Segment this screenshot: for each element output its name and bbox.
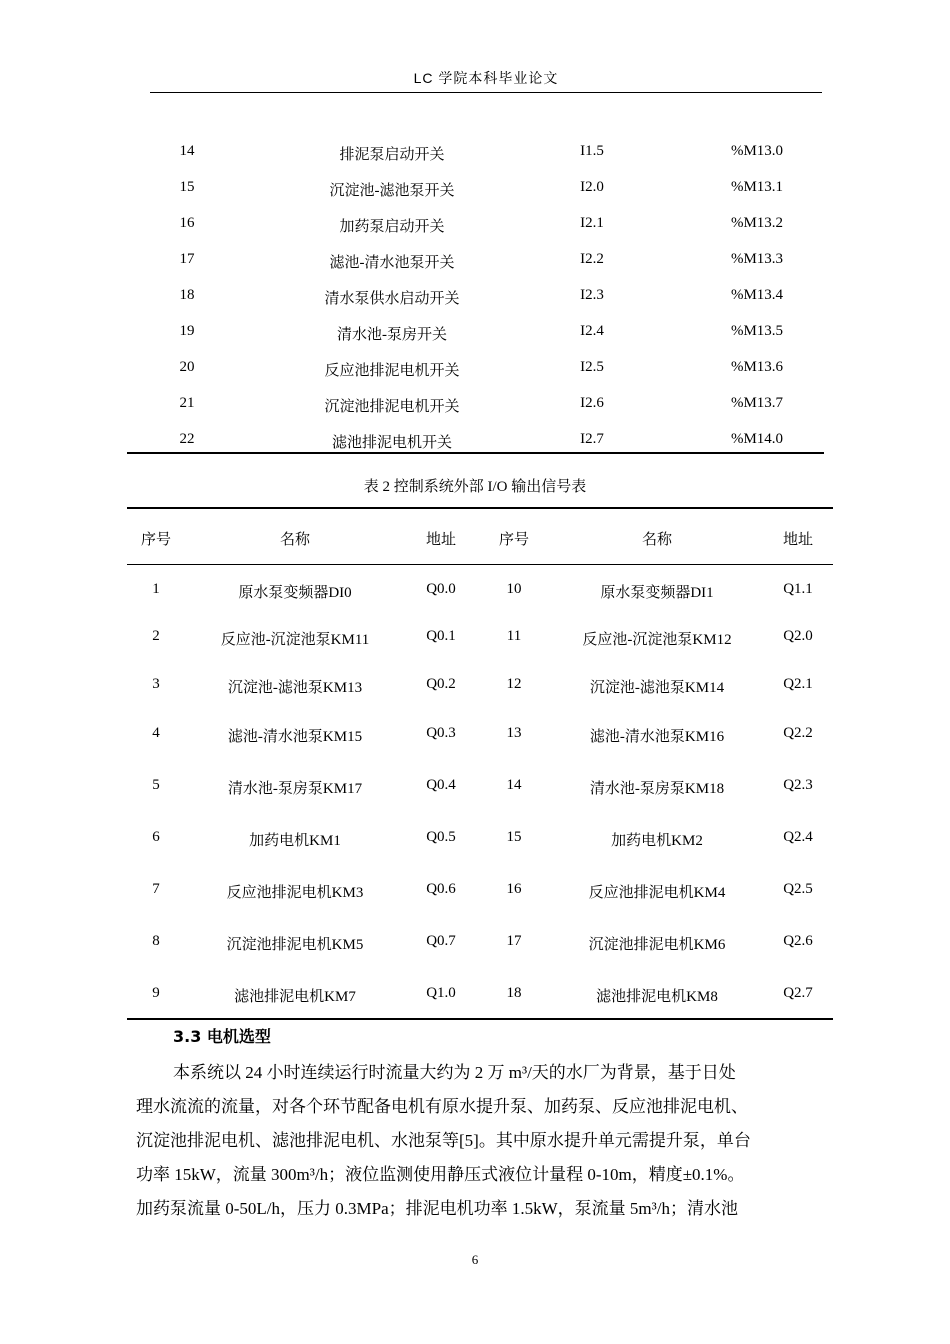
cell-name-2: 滤池排泥电机KM8 [596, 989, 718, 1005]
row-input-address: I2.1 [580, 215, 604, 231]
row-input-address: I2.5 [580, 359, 604, 375]
paragraph-line: 功率 15kW，流量 300m³/h；液位监测使用静压式液位计量程 0-10m，精度±0.1%。 [136, 1165, 745, 1184]
cell-no-1: 6 [152, 829, 160, 845]
row-number: 21 [179, 395, 195, 411]
cell-no-2: 10 [506, 581, 522, 597]
row-memory-address: %M13.0 [730, 143, 784, 159]
table-row [127, 350, 824, 386]
row-name: 清水池-泵房开关 [337, 327, 447, 343]
row-name: 加药泵启动开关 [339, 219, 445, 235]
row-number: 16 [179, 215, 195, 231]
cell-address-1: Q1.0 [426, 985, 456, 1001]
table2-header-rule [127, 564, 833, 565]
cell-no-1: 2 [152, 628, 160, 644]
table1-bottom-rule [127, 452, 824, 454]
cell-no-2: 12 [506, 676, 522, 692]
section-title: 3.3 电机选型 [173, 1027, 271, 1046]
row-name: 反应池排泥电机开关 [324, 363, 460, 379]
row-name: 清水泵供水启动开关 [324, 291, 460, 307]
cell-name-1: 沉淀池排泥电机KM5 [226, 937, 364, 953]
header-no-1: 序号 [140, 532, 171, 548]
row-number: 18 [179, 287, 195, 303]
cell-address-2: Q1.1 [783, 581, 813, 597]
row-name: 排泥泵启动开关 [339, 147, 445, 163]
cell-no-2: 17 [506, 933, 522, 949]
cell-name-2: 加药电机KM2 [611, 833, 703, 849]
row-name: 沉淀池排泥电机开关 [324, 399, 460, 415]
table-row [127, 206, 824, 242]
cell-no-1: 8 [152, 933, 160, 949]
cell-address-2: Q2.1 [783, 676, 813, 692]
cell-no-2: 14 [506, 777, 522, 793]
cell-no-2: 18 [506, 985, 522, 1001]
table2-header-row [127, 528, 833, 550]
cell-address-2: Q2.7 [783, 985, 813, 1001]
cell-name-2: 沉淀池排泥电机KM6 [588, 937, 726, 953]
cell-name-1: 反应池-沉淀池泵KM11 [220, 632, 370, 648]
table-row [127, 278, 824, 314]
table-row [127, 777, 833, 799]
cell-no-2: 11 [506, 628, 522, 644]
row-number: 14 [179, 143, 195, 159]
row-number: 22 [179, 431, 195, 447]
table2-top-rule [127, 507, 833, 509]
cell-address-2: Q2.6 [783, 933, 813, 949]
cell-address-2: Q2.5 [783, 881, 813, 897]
row-input-address: I2.0 [580, 179, 604, 195]
row-number: 15 [179, 179, 195, 195]
row-memory-address: %M13.6 [730, 359, 784, 375]
table-row [127, 628, 833, 650]
cell-address-1: Q0.6 [426, 881, 456, 897]
cell-name-1: 沉淀池-滤池泵KM13 [227, 680, 363, 696]
cell-address-2: Q2.2 [783, 725, 813, 741]
cell-address-1: Q0.2 [426, 676, 456, 692]
cell-no-1: 7 [152, 881, 160, 897]
cell-no-1: 9 [152, 985, 160, 1001]
cell-name-2: 清水池-泵房泵KM18 [589, 781, 725, 797]
table-row [127, 134, 824, 170]
header-address-2: 地址 [782, 532, 813, 548]
row-memory-address: %M13.3 [730, 251, 784, 267]
table-row [127, 314, 824, 350]
header-address-1: 地址 [425, 532, 456, 548]
cell-name-2: 反应池排泥电机KM4 [588, 885, 726, 901]
cell-name-1: 反应池排泥电机KM3 [226, 885, 364, 901]
row-name: 滤池排泥电机开关 [331, 435, 452, 451]
cell-name-2: 反应池-沉淀池泵KM12 [582, 632, 732, 648]
row-input-address: I2.6 [580, 395, 604, 411]
row-memory-address: %M14.0 [730, 431, 784, 447]
cell-address-1: Q0.0 [426, 581, 456, 597]
table-row [127, 170, 824, 206]
table2-bottom-rule [127, 1018, 833, 1020]
table-row [127, 676, 833, 698]
cell-address-1: Q0.3 [426, 725, 456, 741]
row-input-address: I2.2 [580, 251, 604, 267]
header-name-2: 名称 [641, 532, 672, 548]
cell-address-1: Q0.4 [426, 777, 456, 793]
row-input-address: I2.3 [580, 287, 604, 303]
row-input-address: I1.5 [580, 143, 604, 159]
cell-no-1: 5 [152, 777, 160, 793]
cell-no-1: 4 [152, 725, 160, 741]
page-number: 6 [471, 1252, 479, 1267]
paragraph-line: 沉淀池排泥电机、滤池排泥电机、水池泵等[5]。其中原水提升单元需提升泵，单台 [136, 1131, 751, 1150]
row-input-address: I2.4 [580, 323, 604, 339]
io-input-table-continued [127, 134, 824, 458]
table2-caption: 表 2 控制系统外部 I/O 输出信号表 [363, 479, 587, 495]
table-row [127, 581, 833, 603]
cell-name-1: 加药电机KM1 [249, 833, 341, 849]
cell-address-2: Q2.4 [783, 829, 813, 845]
row-number: 20 [179, 359, 195, 375]
row-memory-address: %M13.4 [730, 287, 784, 303]
table-row [127, 933, 833, 955]
header-no-2: 序号 [498, 532, 529, 548]
cell-name-1: 滤池-清水池泵KM15 [227, 729, 363, 745]
cell-no-1: 1 [152, 581, 160, 597]
table-row [127, 985, 833, 1007]
row-memory-address: %M13.5 [730, 323, 784, 339]
cell-no-2: 13 [506, 725, 522, 741]
header-name-1: 名称 [279, 532, 310, 548]
table-row [127, 386, 824, 422]
running-header: LC 学院本科毕业论文 [413, 70, 559, 86]
cell-name-2: 沉淀池-滤池泵KM14 [589, 680, 725, 696]
table-row [127, 242, 824, 278]
cell-address-1: Q0.7 [426, 933, 456, 949]
cell-name-2: 原水泵变频器DI1 [600, 585, 714, 601]
table-row [127, 829, 833, 851]
cell-no-2: 15 [506, 829, 522, 845]
cell-name-1: 清水池-泵房泵KM17 [227, 781, 363, 797]
cell-address-2: Q2.0 [783, 628, 813, 644]
row-number: 19 [179, 323, 195, 339]
paragraph-line: 理水流流的流量，对各个环节配备电机有原水提升泵、加药泵、反应池排泥电机、 [136, 1097, 748, 1116]
cell-no-1: 3 [152, 676, 160, 692]
paragraph-line: 加药泵流量 0-50L/h，压力 0.3MPa；排泥电机功率 1.5kW，泵流量 5m³/h；清水池 [136, 1199, 738, 1218]
table-row [127, 881, 833, 903]
row-name: 沉淀池-滤池泵开关 [329, 183, 455, 199]
cell-no-2: 16 [506, 881, 522, 897]
paragraph-line: 本系统以 24 小时连续运行时流量大约为 2 万 m³/天的水厂为背景，基于日处 [173, 1063, 736, 1082]
row-memory-address: %M13.1 [730, 179, 784, 195]
row-memory-address: %M13.2 [730, 215, 784, 231]
row-memory-address: %M13.7 [730, 395, 784, 411]
cell-name-1: 滤池排泥电机KM7 [234, 989, 356, 1005]
cell-name-1: 原水泵变频器DI0 [238, 585, 352, 601]
cell-address-1: Q0.5 [426, 829, 456, 845]
header-rule [150, 92, 822, 93]
row-input-address: I2.7 [580, 431, 604, 447]
cell-address-1: Q0.1 [426, 628, 456, 644]
row-number: 17 [179, 251, 195, 267]
table-row [127, 725, 833, 747]
row-name: 滤池-清水池泵开关 [329, 255, 455, 271]
cell-name-2: 滤池-清水池泵KM16 [589, 729, 725, 745]
cell-address-2: Q2.3 [783, 777, 813, 793]
section-paragraph [136, 1056, 828, 1226]
